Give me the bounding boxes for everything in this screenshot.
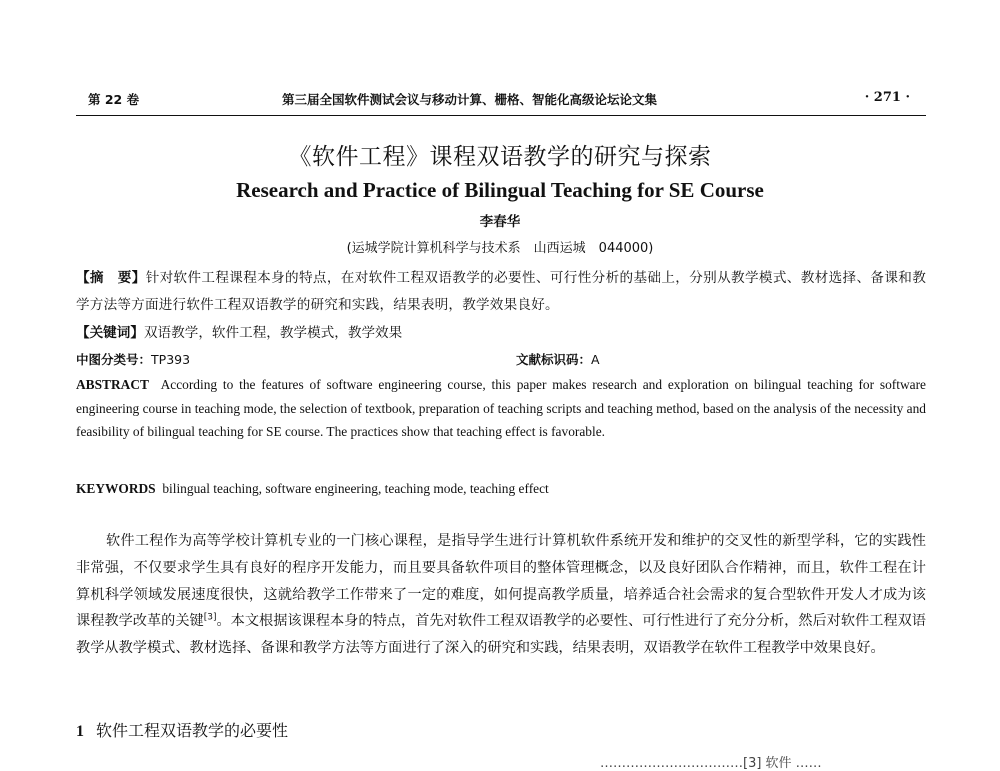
abstract-chinese-label: 【摘 要】 — [76, 270, 146, 286]
title-chinese: 《软件工程》课程双语教学的研究与探索 — [288, 144, 712, 170]
body-paragraph — [76, 528, 926, 662]
running-header — [88, 90, 924, 110]
abstract-chinese — [76, 265, 926, 319]
abstract-chinese-text: 针对软件工程课程本身的特点，在对软件工程双语教学的必要性、可行性分析的基础上，分别从教学模式、教材选择、备课和教学方法等方面进行软件工程双语教学的研究和实践，结果表明，教学效果良好。 — [76, 270, 926, 313]
body-paragraph-part2: 。本文根据该课程本身的特点，首先对软件工程双语教学的必要性、可行性进行了充分分析，然后对软件工程双语教学从教学模式、教材选择、备课和教学方法等方面进行了深入的研究和实践，结果表明，双语教学在软件工程教学中效果良好。 — [76, 613, 926, 657]
page-number: · 271 · — [864, 90, 910, 105]
document-code-value: A — [591, 352, 600, 367]
classification-line — [76, 350, 926, 370]
citation-reference: [3] — [203, 612, 217, 623]
document-code — [516, 350, 600, 368]
body-paragraph-part1: 软件工程作为高等学校计算机专业的一门核心课程，是指导学生进行计算机软件系统开发和维护的交叉性的新型学科，它的实践性非常强，不仅要求学生具有良好的程序开发能力，而且要具备软件项目的整体管理概念，以及良好团队合作精神，而且，软件工程在计算机科学领域发展速度很快，这就给教学工作带来了一定的难度，如何提高教学质量，培养适合社会需求的复合型软件开发人才成为该课程教学改革的关键 — [76, 533, 926, 630]
section-heading — [76, 718, 926, 741]
section-title: 软件工程双语教学的必要性 — [96, 721, 289, 740]
section-number: 1 — [76, 723, 84, 740]
conference-name: 第三届全国软件测试会议与移动计算、栅格、智能化高级论坛论文集 — [282, 92, 658, 107]
clc-value: TP393 — [151, 352, 191, 367]
keywords-english-label: KEYWORDS — [76, 481, 156, 496]
keywords-english — [76, 478, 926, 500]
cutoff-text-line: ……………………………[3] 软件 …… — [600, 756, 822, 771]
keywords-english-text: bilingual teaching, software engineering, teaching mode, teaching effect — [162, 481, 549, 496]
clc-label: 中图分类号： — [76, 352, 152, 367]
author-affiliation: (运城学院计算机科学与技术系 山西运城 044000) — [346, 241, 654, 256]
header-rule — [76, 115, 926, 116]
abstract-english-text: According to the features of software engineering course, this paper makes research and exploration on bilingual teaching for software engineering course in teaching mode, the selection of textbook, preparation of teaching scripts and teaching method, based on the analysis of the necessity and feasibility of bilingual teaching for SE course. The practices show that teaching effect is favorable. — [76, 377, 926, 439]
title-english: Research and Practice of Bilingual Teaching for SE Course — [236, 178, 764, 202]
abstract-english-label: ABSTRACT — [76, 377, 149, 392]
keywords-chinese — [76, 320, 926, 346]
clc-number — [76, 350, 190, 368]
document-code-label: 文献标识码： — [516, 352, 592, 367]
keywords-chinese-label: 【关键词】 — [76, 325, 144, 341]
author-name: 李春华 — [479, 214, 521, 230]
abstract-english — [76, 373, 926, 444]
volume-label: 第 22 卷 — [88, 92, 140, 107]
keywords-chinese-text: 双语教学，软件工程，教学模式，教学效果 — [143, 325, 403, 341]
